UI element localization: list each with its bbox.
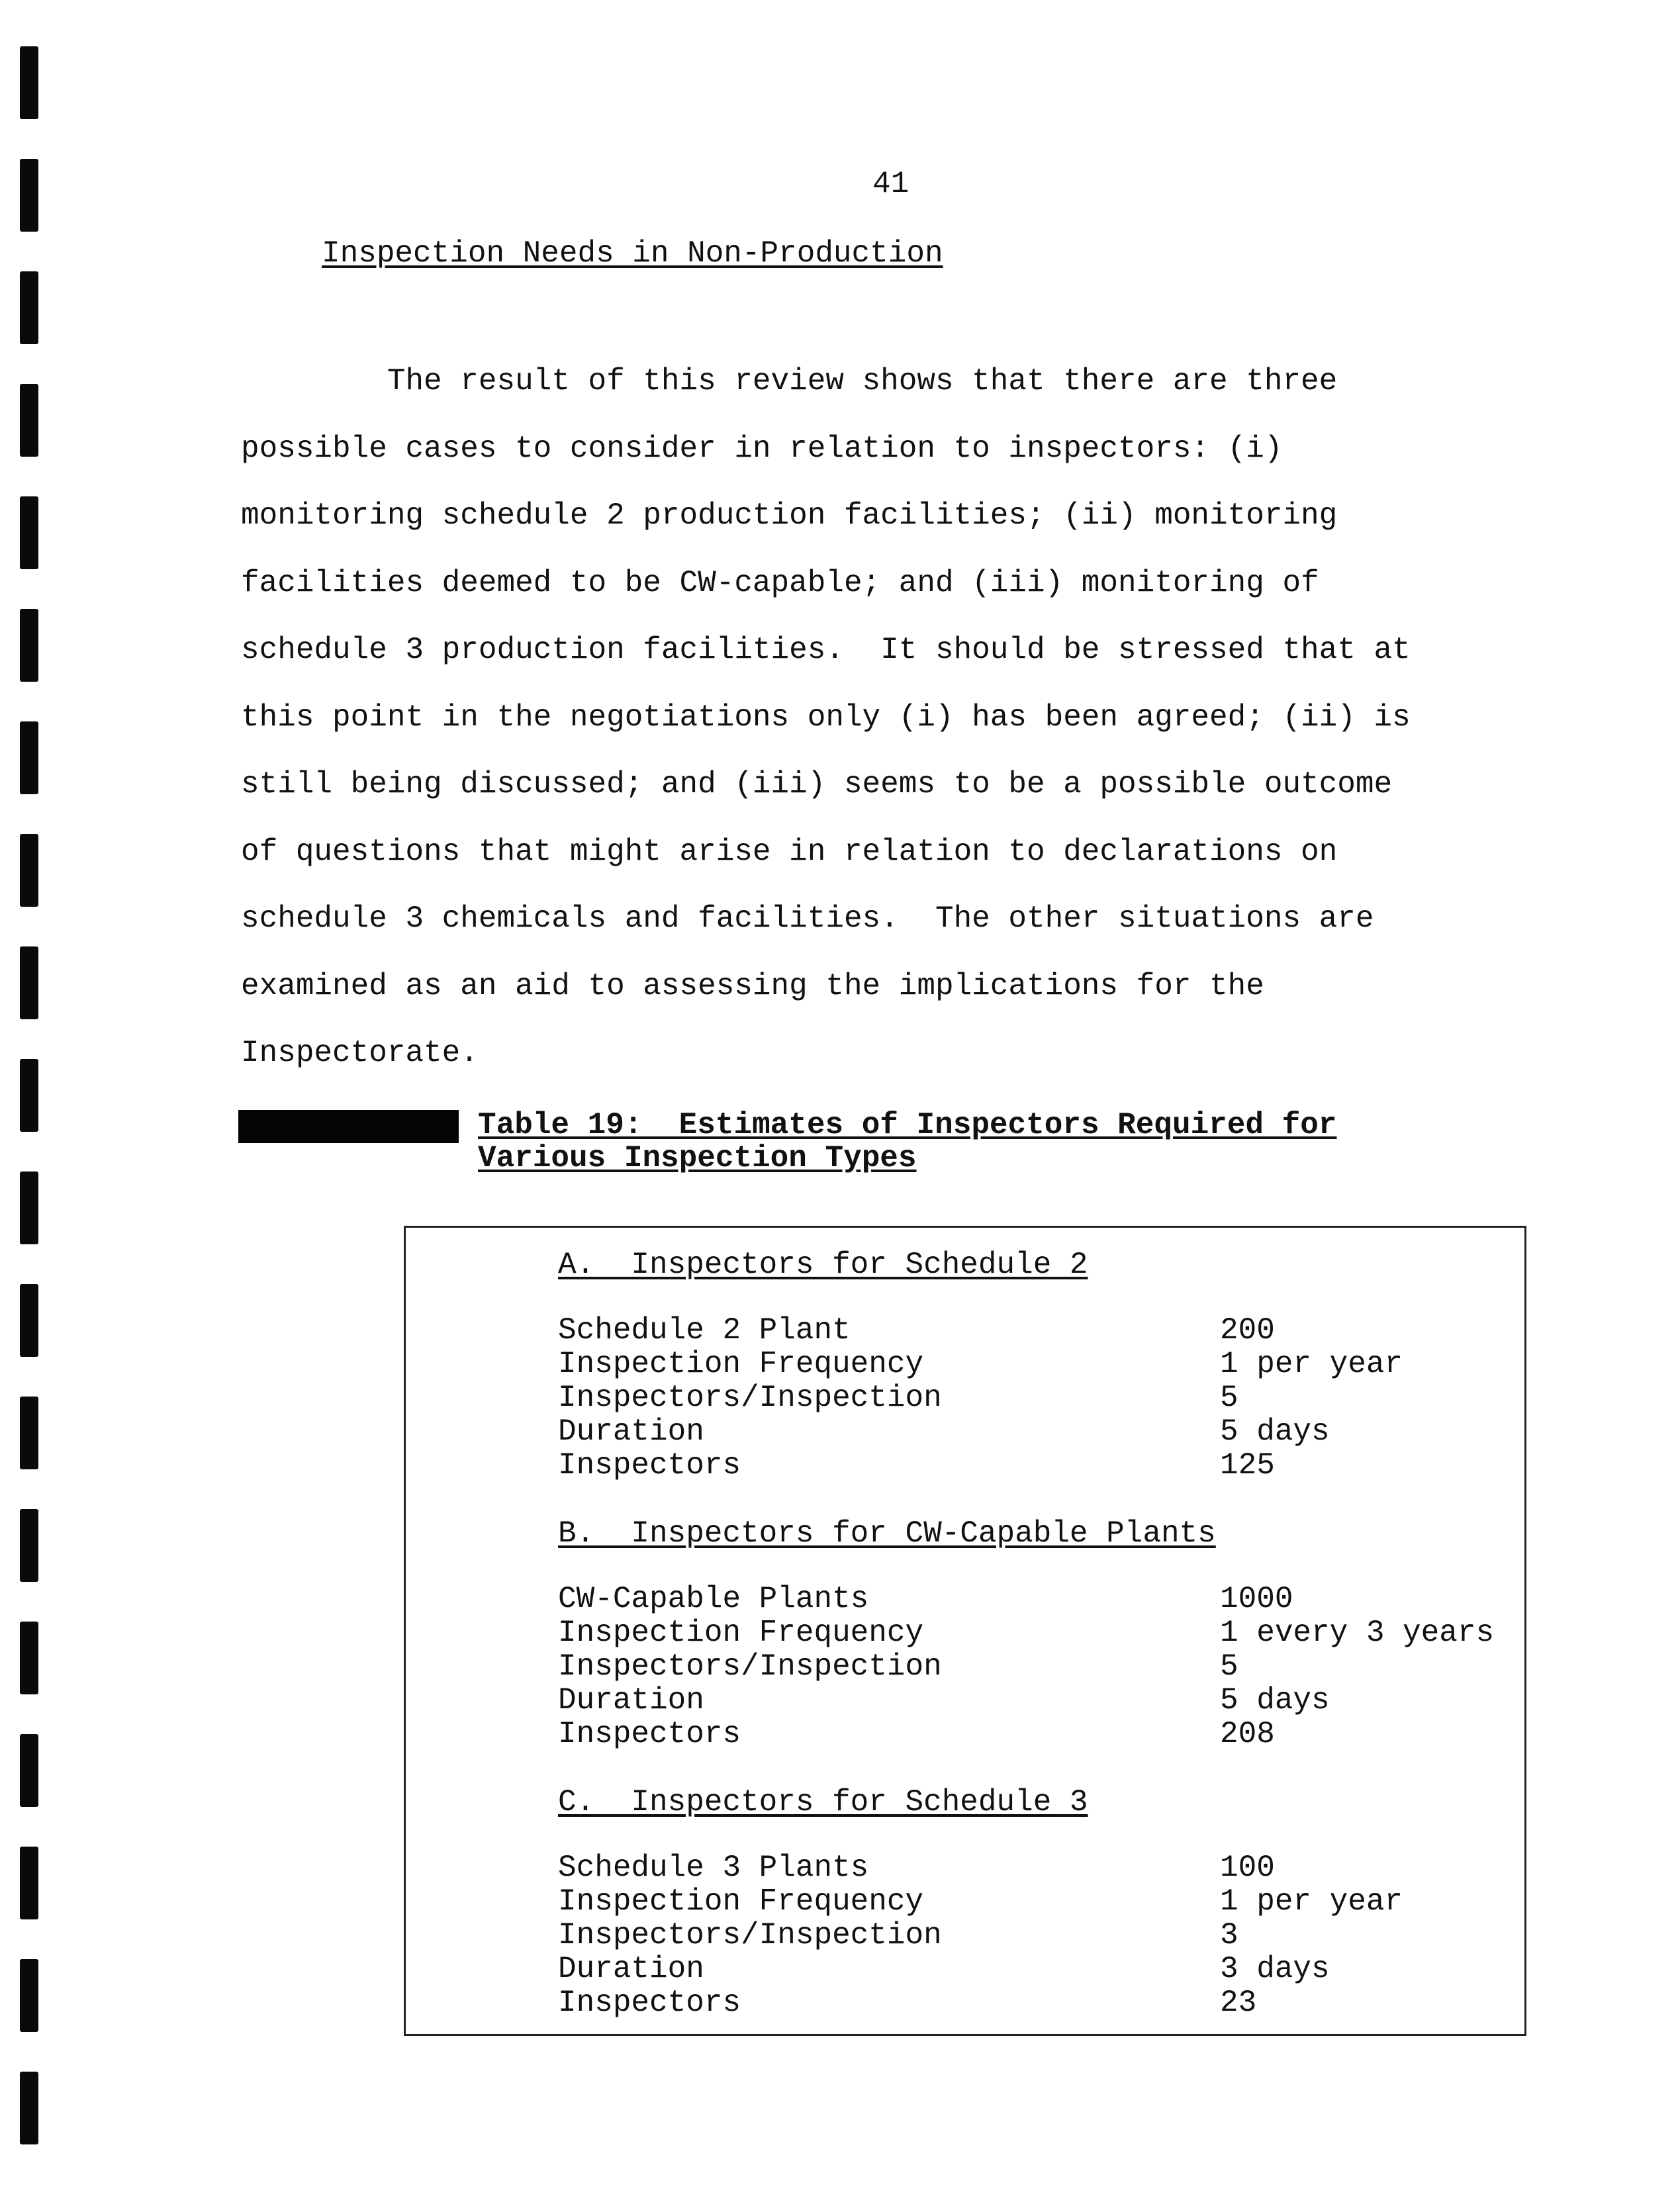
binding-mark: [20, 496, 38, 569]
paragraph-line: examined as an aid to assessing the implications for the: [241, 968, 1264, 1003]
binding-mark: [20, 946, 38, 1019]
row-label: CW-Capable Plants: [558, 1582, 869, 1616]
table-section-cw-capable: [558, 1516, 1524, 1751]
binding-mark: [20, 1284, 38, 1357]
row-value: 5: [1220, 1381, 1238, 1415]
table-caption: [478, 1109, 1336, 1175]
row-value: 5 days: [1220, 1414, 1330, 1449]
binding-mark: [20, 46, 38, 119]
binding-mark: [20, 2072, 38, 2144]
row-value: 200: [1220, 1313, 1275, 1348]
table-row: [558, 1348, 1524, 1381]
binding-mark: [20, 1397, 38, 1469]
binding-mark: [20, 1059, 38, 1132]
paragraph-line: Inspectorate.: [241, 1036, 479, 1070]
table-row: [558, 1314, 1524, 1348]
binding-mark: [20, 1847, 38, 1919]
row-value: 1 per year: [1220, 1884, 1403, 1919]
row-label: Duration: [558, 1414, 704, 1449]
row-label: Inspectors: [558, 1717, 741, 1751]
table-row: [558, 1650, 1524, 1684]
row-value: 3: [1220, 1918, 1238, 1953]
paragraph-line: possible cases to consider in relation to inspectors: (i): [241, 431, 1283, 466]
row-value: 100: [1220, 1851, 1275, 1885]
table-caption-line: Table 19: Estimates of Inspectors Required for: [478, 1108, 1337, 1142]
paragraph-line: schedule 3 production facilities. It should be stressed that at: [241, 633, 1411, 667]
table-section-schedule-2: [558, 1248, 1524, 1483]
row-label: Schedule 2 Plant: [558, 1313, 851, 1348]
row-label: Inspectors/Inspection: [558, 1918, 942, 1953]
row-value: 125: [1220, 1448, 1275, 1483]
table-row: [558, 1684, 1524, 1718]
row-value: 1 per year: [1220, 1347, 1403, 1381]
section-title: C. Inspectors for Schedule 3: [558, 1785, 1088, 1819]
binding-mark: [20, 1959, 38, 2032]
body-paragraph: [241, 363, 1538, 1102]
inspector-estimates-table: [404, 1226, 1526, 2036]
binding-mark: [20, 384, 38, 457]
table-row: [558, 1953, 1524, 1986]
binding-mark: [20, 721, 38, 794]
binding-mark: [20, 271, 38, 344]
row-value: 208: [1220, 1717, 1275, 1751]
row-label: Inspection Frequency: [558, 1347, 924, 1381]
table-row: [558, 1415, 1524, 1449]
paragraph-line: of questions that might arise in relation to declarations on: [241, 834, 1338, 869]
table-row: [558, 1919, 1524, 1953]
paragraph-line: this point in the negotiations only (i) has been agreed; (ii) is: [241, 700, 1411, 735]
table-row: [558, 1851, 1524, 1885]
paragraph-line: facilities deemed to be CW-capable; and (iii) monitoring of: [241, 565, 1319, 600]
row-label: Inspectors: [558, 1986, 741, 2020]
row-label: Duration: [558, 1683, 704, 1718]
row-label: Inspectors/Inspection: [558, 1649, 942, 1684]
row-label: Duration: [558, 1952, 704, 1986]
binding-mark: [20, 1172, 38, 1244]
row-label: Schedule 3 Plants: [558, 1851, 869, 1885]
row-value: 1000: [1220, 1582, 1293, 1616]
row-value: 3 days: [1220, 1952, 1330, 1986]
binding-marks: [20, 46, 46, 2164]
row-label: Inspectors/Inspection: [558, 1381, 942, 1415]
paragraph-line: The result of this review shows that there are three: [241, 364, 1338, 398]
row-label: Inspection Frequency: [558, 1884, 924, 1919]
section-title: A. Inspectors for Schedule 2: [558, 1248, 1088, 1282]
table-row: [558, 1718, 1524, 1751]
binding-mark: [20, 609, 38, 682]
table-row: [558, 1986, 1524, 2020]
paragraph-line: monitoring schedule 2 production facilities; (ii) monitoring: [241, 498, 1338, 533]
page-number: 41: [872, 167, 910, 201]
row-label: Inspectors: [558, 1448, 741, 1483]
binding-mark: [20, 159, 38, 232]
binding-mark: [20, 1734, 38, 1807]
row-value: 5 days: [1220, 1683, 1330, 1718]
table-row: [558, 1583, 1524, 1616]
paragraph-line: schedule 3 chemicals and facilities. The other situations are: [241, 901, 1374, 936]
table-row: [558, 1616, 1524, 1650]
binding-mark: [20, 1622, 38, 1694]
table-row: [558, 1885, 1524, 1919]
binding-mark: [20, 834, 38, 907]
section-title: B. Inspectors for CW-Capable Plants: [558, 1516, 1216, 1551]
table-section-schedule-3: [558, 1785, 1524, 2020]
section-heading: Inspection Needs in Non-Production: [322, 236, 943, 271]
row-label: Inspection Frequency: [558, 1616, 924, 1650]
table-row: [558, 1449, 1524, 1483]
row-value: 5: [1220, 1649, 1238, 1684]
row-value: 1 every 3 years: [1220, 1616, 1495, 1650]
row-value: 23: [1220, 1986, 1257, 2020]
table-row: [558, 1381, 1524, 1415]
table-caption-line: Various Inspection Types: [478, 1141, 917, 1175]
redaction-bar: [238, 1110, 459, 1143]
binding-mark: [20, 1509, 38, 1582]
paragraph-line: still being discussed; and (iii) seems to be a possible outcome: [241, 767, 1393, 802]
